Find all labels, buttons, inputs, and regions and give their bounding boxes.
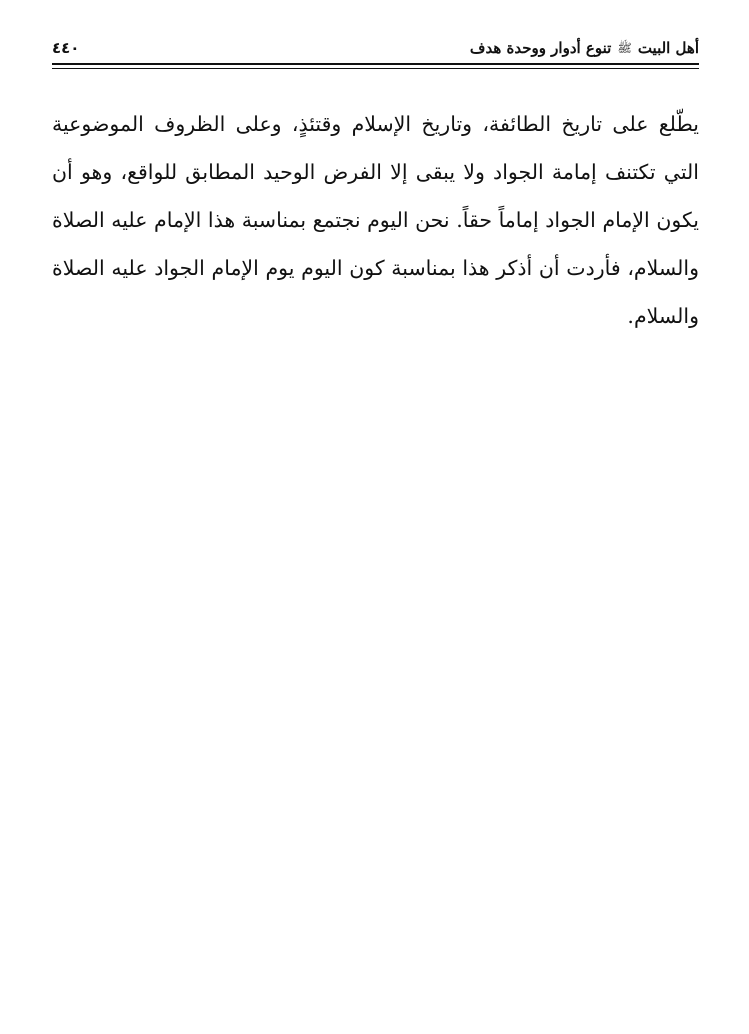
header-rule-thick <box>52 63 699 65</box>
body-text <box>52 100 699 340</box>
header-subtitle: تنوع أدوار ووحدة هدف <box>469 39 612 57</box>
honorific-icon: ﷺ <box>617 41 632 55</box>
header-title-group <box>470 39 699 57</box>
page-number: ٤٤٠ <box>52 39 80 57</box>
body-paragraph: يطّلع على تاريخ الطائفة، وتاريخ الإسلام وقتئذٍ، وعلى الظروف الموضوعية التي تكتنف إمامة الجواد ولا يبقى إلا الفرض الوحيد المطابق للواقع، وهو أن يكون الإمام الجواد إماماً حقاً. نحن اليوم نجتمع بمناسبة هذا الإمام عليه الصلاة والسلام، فأردت أن أذكر هذا بمناسبة كون اليوم يوم الإمام الجواد عليه الصلاة والسلام. <box>52 112 699 328</box>
header-rule-thin <box>52 68 699 69</box>
running-header <box>52 36 699 60</box>
header-title: أهل البيت <box>637 39 699 57</box>
